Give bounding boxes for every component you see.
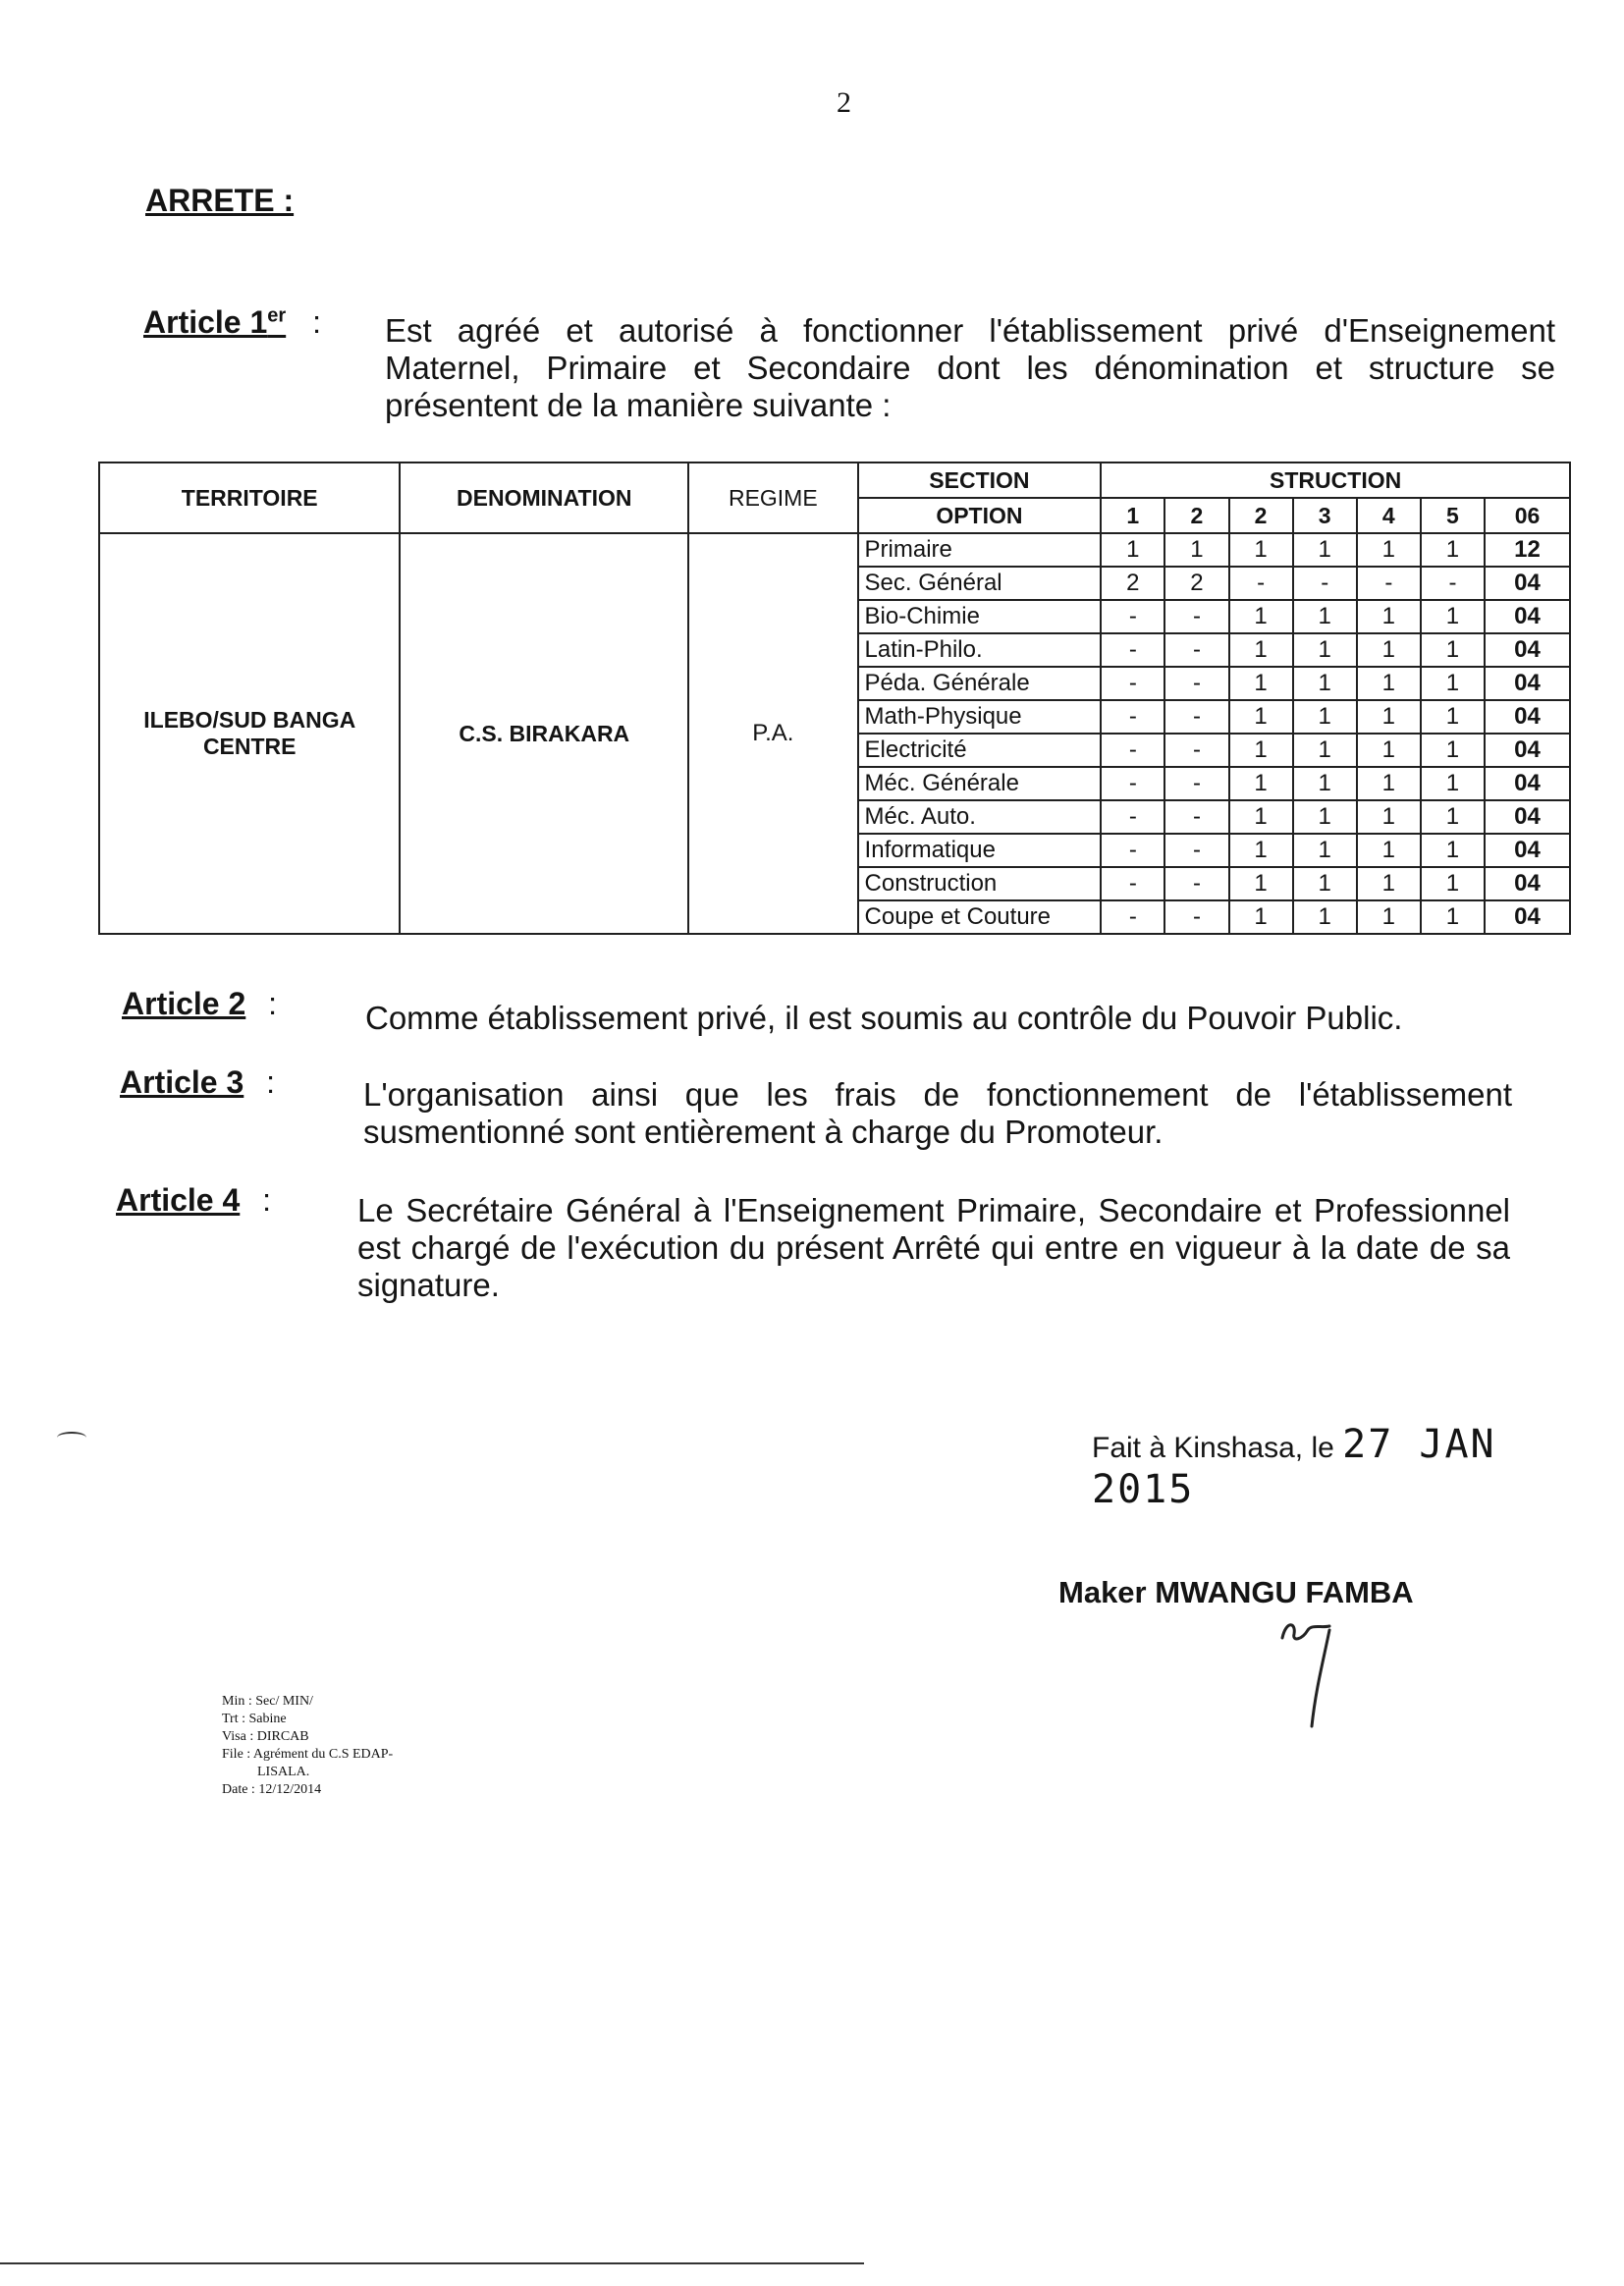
value-cell: 1 xyxy=(1229,867,1293,900)
total-cell: 04 xyxy=(1485,834,1570,867)
header-territoire: TERRITOIRE xyxy=(99,463,400,533)
value-cell: 1 xyxy=(1229,800,1293,834)
value-cell: - xyxy=(1357,567,1421,600)
reference-line: Min : Sec/ MIN/ xyxy=(222,1694,313,1709)
header-denomination: DENOMINATION xyxy=(400,463,688,533)
signature-icon xyxy=(1272,1610,1361,1738)
header-col-1: 1 xyxy=(1101,498,1164,533)
article-1-text: Est agréé et autorisé à fonctionner l'établissement privé d'Enseignement Maternel, Primaire et Secondaire dont les dénomination et structure se présentent de la manière suivante : xyxy=(385,312,1555,423)
option-cell: Coupe et Couture xyxy=(858,900,1102,934)
value-cell: - xyxy=(1164,900,1228,934)
place-and-date xyxy=(1092,1422,1624,1512)
value-cell: 1 xyxy=(1229,600,1293,633)
value-cell: - xyxy=(1101,633,1164,667)
value-cell: 1 xyxy=(1421,767,1485,800)
value-cell: - xyxy=(1101,767,1164,800)
value-cell: 1 xyxy=(1229,633,1293,667)
article-3-label: Article 3 : xyxy=(120,1064,276,1100)
total-cell: 04 xyxy=(1485,867,1570,900)
total-cell: 12 xyxy=(1485,533,1570,567)
value-cell: 1 xyxy=(1293,734,1357,767)
total-cell: 04 xyxy=(1485,600,1570,633)
article-4-label: Article 4 : xyxy=(116,1182,272,1218)
value-cell: 1 xyxy=(1293,633,1357,667)
value-cell: - xyxy=(1101,700,1164,734)
value-cell: 1 xyxy=(1357,633,1421,667)
denomination-cell: C.S. BIRAKARA xyxy=(400,533,688,934)
value-cell: 1 xyxy=(1357,867,1421,900)
page-number: 2 xyxy=(837,86,851,119)
value-cell: - xyxy=(1164,667,1228,700)
total-cell: 04 xyxy=(1485,700,1570,734)
value-cell: 1 xyxy=(1229,734,1293,767)
value-cell: 1 xyxy=(1421,867,1485,900)
value-cell: 1 xyxy=(1357,767,1421,800)
territoire-line-2: CENTRE xyxy=(202,734,297,759)
value-cell: 1 xyxy=(1293,900,1357,934)
value-cell: 1 xyxy=(1293,667,1357,700)
value-cell: 1 xyxy=(1293,600,1357,633)
header-col-2: 2 xyxy=(1164,498,1228,533)
total-cell: 04 xyxy=(1485,900,1570,934)
value-cell: - xyxy=(1293,567,1357,600)
value-cell: 1 xyxy=(1357,533,1421,567)
value-cell: 1 xyxy=(1357,734,1421,767)
value-cell: 1 xyxy=(1293,800,1357,834)
value-cell: 1 xyxy=(1357,800,1421,834)
arrete-heading: ARRETE : xyxy=(145,183,295,218)
article-2-text: Comme établissement privé, il est soumis au contrôle du Pouvoir Public. xyxy=(365,1000,1403,1036)
header-col-5: 4 xyxy=(1357,498,1421,533)
value-cell: 1 xyxy=(1293,834,1357,867)
option-cell: Méc. Auto. xyxy=(858,800,1102,834)
value-cell: - xyxy=(1229,567,1293,600)
header-section: SECTION xyxy=(858,463,1102,498)
header-col-total: 06 xyxy=(1485,498,1570,533)
signatory-name: Maker MWANGU FAMBA xyxy=(1058,1575,1414,1609)
table-row xyxy=(99,533,1570,567)
value-cell: - xyxy=(1164,600,1228,633)
value-cell: - xyxy=(1164,834,1228,867)
scan-mark xyxy=(57,1432,86,1443)
value-cell: 1 xyxy=(1293,867,1357,900)
option-cell: Péda. Générale xyxy=(858,667,1102,700)
reference-line: Date : 12/12/2014 xyxy=(222,1782,322,1797)
value-cell: 1 xyxy=(1357,600,1421,633)
total-cell: 04 xyxy=(1485,800,1570,834)
structure-table xyxy=(98,462,1571,935)
stamped-date: 27 JAN 2015 xyxy=(1092,1422,1496,1512)
value-cell: - xyxy=(1164,633,1228,667)
value-cell: 1 xyxy=(1421,667,1485,700)
value-cell: - xyxy=(1164,767,1228,800)
total-cell: 04 xyxy=(1485,667,1570,700)
header-col-3: 2 xyxy=(1229,498,1293,533)
value-cell: 2 xyxy=(1164,567,1228,600)
reference-block xyxy=(222,1693,393,1799)
option-cell: Latin-Philo. xyxy=(858,633,1102,667)
header-option: OPTION xyxy=(858,498,1102,533)
option-cell: Math-Physique xyxy=(858,700,1102,734)
header-structure: STRUCTION xyxy=(1101,463,1570,498)
value-cell: 1 xyxy=(1421,734,1485,767)
value-cell: 1 xyxy=(1293,767,1357,800)
reference-line: Visa : DIRCAB xyxy=(222,1729,309,1744)
value-cell: 1 xyxy=(1293,533,1357,567)
page-edge-line xyxy=(0,2262,864,2264)
value-cell: 2 xyxy=(1101,567,1164,600)
value-cell: 1 xyxy=(1357,900,1421,934)
value-cell: - xyxy=(1101,600,1164,633)
reference-line: Trt : Sabine xyxy=(222,1712,287,1726)
option-cell: Sec. Général xyxy=(858,567,1102,600)
reference-line: LISALA. xyxy=(257,1765,310,1779)
value-cell: - xyxy=(1164,800,1228,834)
value-cell: 1 xyxy=(1421,700,1485,734)
value-cell: - xyxy=(1164,867,1228,900)
option-cell: Construction xyxy=(858,867,1102,900)
value-cell: 1 xyxy=(1101,533,1164,567)
value-cell: - xyxy=(1101,800,1164,834)
value-cell: - xyxy=(1164,700,1228,734)
place-label: Fait à Kinshasa, le xyxy=(1092,1432,1334,1464)
total-cell: 04 xyxy=(1485,767,1570,800)
value-cell: 1 xyxy=(1229,834,1293,867)
option-cell: Méc. Générale xyxy=(858,767,1102,800)
value-cell: 1 xyxy=(1164,533,1228,567)
value-cell: 1 xyxy=(1421,800,1485,834)
value-cell: - xyxy=(1101,867,1164,900)
value-cell: - xyxy=(1101,834,1164,867)
value-cell: 1 xyxy=(1357,700,1421,734)
article-2-label: Article 2 : xyxy=(122,986,278,1021)
option-cell: Primaire xyxy=(858,533,1102,567)
reference-line: File : Agrément du C.S EDAP- xyxy=(222,1747,394,1762)
territoire-line-1: ILEBO/SUD BANGA xyxy=(143,707,356,733)
value-cell: 1 xyxy=(1229,667,1293,700)
value-cell: 1 xyxy=(1421,900,1485,934)
header-col-6: 5 xyxy=(1421,498,1485,533)
total-cell: 04 xyxy=(1485,633,1570,667)
value-cell: 1 xyxy=(1421,600,1485,633)
value-cell: 1 xyxy=(1421,633,1485,667)
option-cell: Electricité xyxy=(858,734,1102,767)
territoire-cell xyxy=(99,533,400,934)
value-cell: 1 xyxy=(1229,767,1293,800)
value-cell: 1 xyxy=(1229,900,1293,934)
regime-cell: P.A. xyxy=(688,533,857,934)
header-regime: REGIME xyxy=(688,463,857,533)
total-cell: 04 xyxy=(1485,567,1570,600)
article-3-text: L'organisation ainsi que les frais de fonctionnement de l'établissement susmentionné sont entièrement à charge du Promoteur. xyxy=(363,1076,1512,1150)
value-cell: 1 xyxy=(1421,834,1485,867)
value-cell: 1 xyxy=(1229,700,1293,734)
value-cell: - xyxy=(1164,734,1228,767)
value-cell: 1 xyxy=(1357,834,1421,867)
header-col-4: 3 xyxy=(1293,498,1357,533)
option-cell: Informatique xyxy=(858,834,1102,867)
value-cell: - xyxy=(1101,734,1164,767)
value-cell: - xyxy=(1101,667,1164,700)
option-cell: Bio-Chimie xyxy=(858,600,1102,633)
value-cell: - xyxy=(1421,567,1485,600)
article-4-text: Le Secrétaire Général à l'Enseignement Primaire, Secondaire et Professionnel est chargé de l'exécution du présent Arrêté qui entre en vigueur à la date de sa signature. xyxy=(357,1192,1510,1303)
article-1-label: Article 1er : xyxy=(143,304,321,340)
value-cell: - xyxy=(1101,900,1164,934)
total-cell: 04 xyxy=(1485,734,1570,767)
value-cell: 1 xyxy=(1421,533,1485,567)
value-cell: 1 xyxy=(1357,667,1421,700)
value-cell: 1 xyxy=(1229,533,1293,567)
value-cell: 1 xyxy=(1293,700,1357,734)
